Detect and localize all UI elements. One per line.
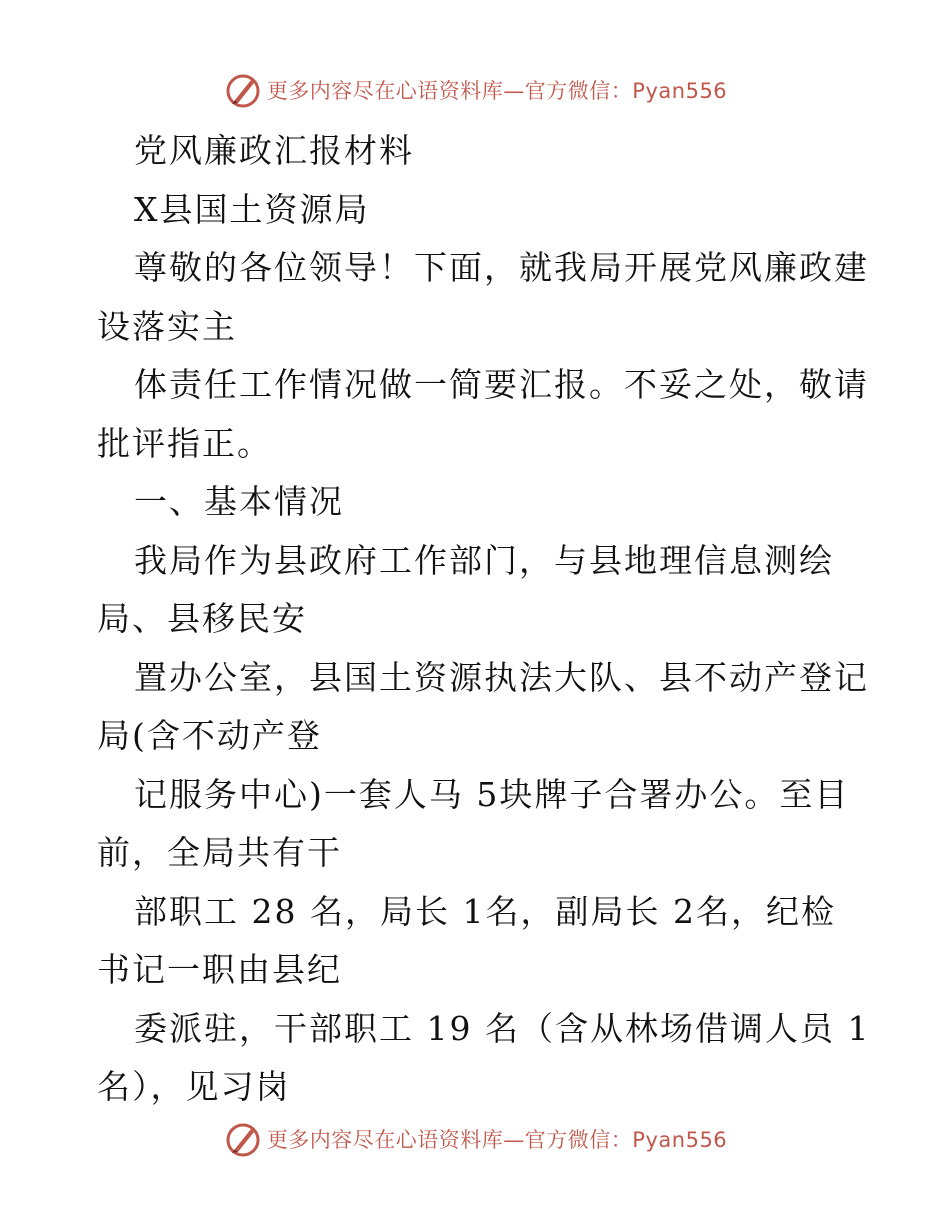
- text-line: 一、基本情况: [134, 482, 344, 521]
- text-line: 委派驻，干部职工 19 名（含从林场借调人员 1: [134, 1008, 871, 1048]
- banner-text: 更多内容尽在心语资料库—官方微信：Pyan556: [266, 1128, 728, 1152]
- text-line: 前，全局共有干: [97, 833, 342, 872]
- text-line: 局、县移民安: [97, 599, 307, 638]
- text-line: 我局作为县政府工作部门，与县地理信息测绘: [134, 540, 834, 580]
- banner-text: 更多内容尽在心语资料库—官方微信：Pyan556: [266, 79, 728, 103]
- text-line: 名），见习岗: [97, 1067, 291, 1106]
- text-line: 局(含不动产登: [97, 716, 322, 755]
- text-line: 体责任工作情况做一简要汇报。不妥之处，敬请: [134, 365, 869, 404]
- document-body: [97, 122, 871, 1117]
- text-line: 批评指正。: [97, 423, 272, 463]
- header-banner: [0, 68, 950, 112]
- text-line: 书记一职由县纪: [97, 950, 342, 989]
- text-line: 记服务中心)一套人马 5块牌子合署办公。至目: [134, 774, 850, 814]
- text-line: 置办公室，县国土资源执法大队、县不动产登记: [134, 657, 869, 697]
- footer-banner: [0, 1117, 950, 1161]
- text-line: X县国土资源局: [134, 189, 370, 229]
- text-line: 设落实主: [97, 306, 237, 346]
- text-line: 部职工 28 名，局长 1名，副局长 2名，纪检: [134, 891, 836, 931]
- pen-logo-icon: [223, 1119, 263, 1159]
- pen-logo-icon: [223, 70, 263, 110]
- text-line: 党风廉政汇报材料: [134, 131, 414, 170]
- text-line: 尊敬的各位领导！下面，就我局开展党风廉政建: [134, 248, 869, 287]
